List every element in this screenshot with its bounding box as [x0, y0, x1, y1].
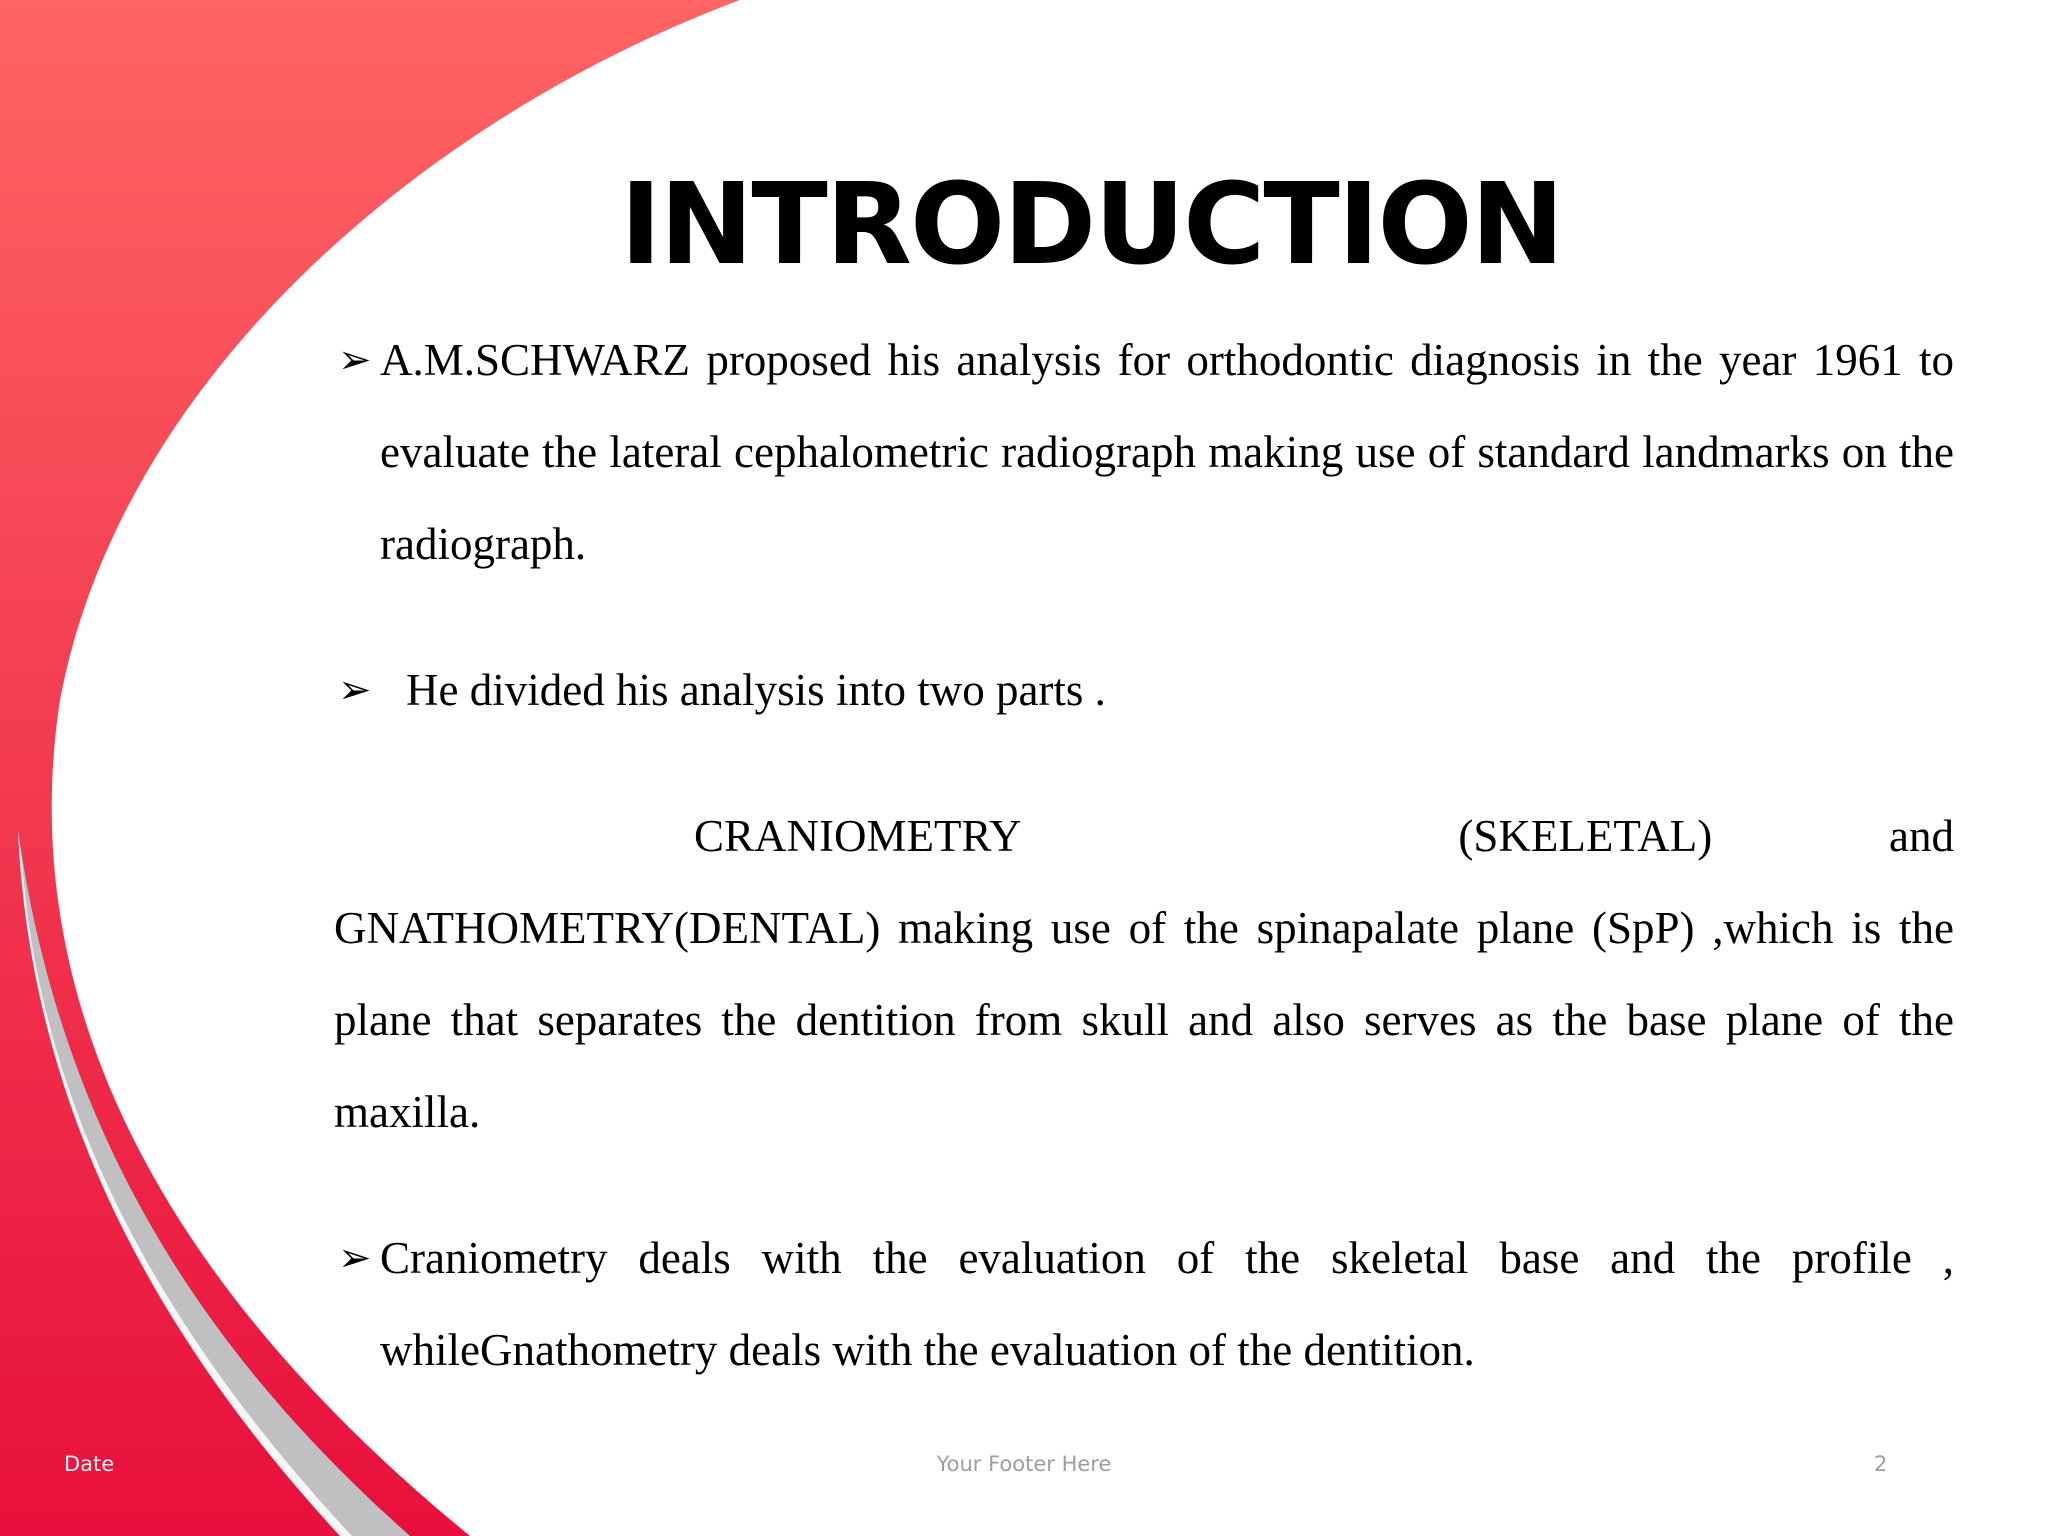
word-skeletal: (SKELETAL) — [1458, 811, 1713, 861]
bullet-text: Craniometry deals with the evaluation of the skeletal base and the profile , whileGnathometry deals with the evaluation of the dentition. — [380, 1233, 1954, 1375]
slide-body — [334, 314, 1954, 1396]
arrow-bullet-icon: ➢ — [338, 337, 372, 383]
arrow-bullet-icon: ➢ — [338, 667, 372, 713]
parts-rest-text: GNATHOMETRY(DENTAL) making use of the spinapalate plane (SpP) ,which is the plane that separates the dentition from skull and also serves as the base plane of the maxilla. — [334, 903, 1954, 1137]
footer-date: Date — [64, 1452, 115, 1476]
page-number: 2 — [1874, 1452, 1888, 1476]
parts-paragraph — [334, 790, 1954, 1158]
bullet-two-parts — [338, 644, 1954, 736]
bullet-text: He divided his analysis into two parts . — [406, 665, 1106, 715]
footer-text: Your Footer Here — [936, 1452, 1112, 1476]
word-craniometry: CRANIOMETRY — [694, 811, 1022, 861]
slide-title: INTRODUCTION — [620, 160, 1563, 290]
bullet-text: A.M.SCHWARZ proposed his analysis for orthodontic diagnosis in the year 1961 to evaluate the lateral cephalometric radiograph making use of standard landmarks on the radiograph. — [380, 335, 1954, 569]
word-and: and — [1889, 811, 1954, 861]
bullet-schwarz — [338, 314, 1954, 590]
bullet-craniometry — [338, 1212, 1954, 1396]
parts-first-line — [334, 790, 1954, 882]
arrow-bullet-icon: ➢ — [338, 1235, 372, 1281]
